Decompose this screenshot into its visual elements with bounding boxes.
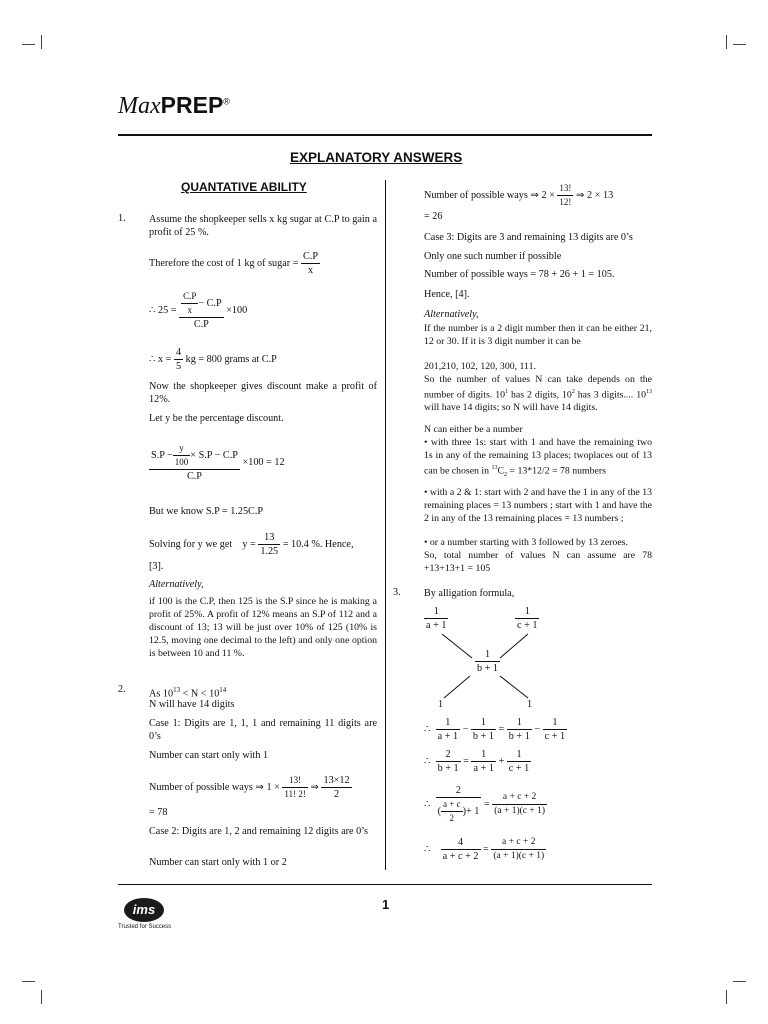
q2-case-1: Case 1: Digits are 1, 1, 1 and remaining 11 digits are 0’s — [149, 718, 377, 742]
q2-ways-1: Number of possible ways ⇒ 1 × $\frac{13!}{11! 2!}$ ⇒ $\frac{13\times 12}{2}$ — [149, 775, 350, 800]
alligation-line — [442, 634, 472, 658]
q2-total-2: So, total number of values N can assume are 78 +13+13+1 = 105 — [424, 550, 652, 574]
q2-alt-digits: So the number of values N can take depends on the number of digits. $10^1$ has 2 digits, $10^2$ has 3 digits.... $10^{13}$ will have 14 digits; so N will have 14 digits. — [424, 374, 652, 414]
q1-alternatively: Alternatively, — [149, 579, 204, 590]
ims-logo — [118, 898, 178, 930]
header-rule — [118, 134, 652, 136]
q3-bottom-right: 1 — [527, 699, 533, 710]
q3-center-fraction: $\frac{1}{b + 1}$ — [477, 649, 499, 674]
q2-ways-2-result: = 26 — [424, 211, 443, 222]
q3-top-left-fraction: $\frac{1}{a + 1}$ — [426, 606, 447, 631]
crop-mark — [726, 35, 727, 49]
q2-either: N can either be a number — [424, 424, 523, 435]
q2-bullet-1: • with three 1s: start with 1 and have the remaining two 1s in any of the remaining 13 places; twoplaces out of 13 can be chosen in $^{13}C_2 = 13*12/2 = 78$ numbers — [424, 437, 652, 479]
question-number: 1. — [118, 213, 126, 224]
q3-equation-2: ∴ $\frac{2}{b + 1}$ = $\frac{1}{a + 1}$ + $\frac{1}{c + 1}$ — [424, 749, 530, 774]
q2-start-2: Number can start only with 1 or 2 — [149, 857, 287, 868]
q2-ways-2: Number of possible ways ⇒ 2 × $\frac{13!}{12!}$ ⇒ 2 × 13 — [424, 183, 614, 207]
q3-bottom-left: 1 — [438, 699, 444, 710]
ims-tagline: Trusted for Success — [118, 924, 172, 930]
q3-intro: By alligation formula, — [424, 588, 515, 599]
q3-equation-3: ∴ 2 ( $\frac{a + c}{2}$ )+ 1 = $\frac{a + c + 2}{(a + 1)(c + 1)}$ — [424, 785, 546, 823]
q1-let-text: Let y be the percentage discount. — [149, 413, 284, 424]
q1-sp-text: But we know S.P = 1.25C.P — [149, 506, 264, 517]
q2-bullet-3: • or a number starting with 3 followed by 13 zeroes. — [424, 537, 628, 548]
question-number: 3. — [393, 587, 401, 598]
section-heading: QUANTATIVE ABILITY — [181, 180, 307, 194]
q2-range: As $10^{13} < N < 10^{14}$ — [149, 686, 227, 700]
q2-case-2: Case 2: Digits are 1, 2 and remaining 12 digits are 0’s — [149, 826, 368, 837]
q2-total: Number of possible ways = 78 + 26 + 1 = 105. — [424, 269, 615, 280]
maxprep-logo: MaxPREP® — [118, 92, 230, 119]
q2-start-1: Number can start only with 1 — [149, 750, 269, 761]
q3-equation-1: ∴ $\frac{1}{a + 1}$ − $\frac{1}{b + 1}$ = $\frac{1}{b + 1}$ − $\frac{1}{c + 1}$ — [424, 717, 566, 742]
question-number: 2. — [118, 684, 126, 695]
crop-mark — [733, 44, 746, 45]
crop-mark — [41, 35, 42, 49]
q1-answer: [3]. — [149, 561, 164, 572]
q2-alt-text: If the number is a 2 digit number then it can be either 21, 12 or 30. If it is 3 digit number it can be — [424, 323, 652, 347]
page-number: 1 — [382, 897, 390, 912]
q1-equation-3: S.P − $\frac{y}{100}$ × S.P − C.P C.P ×100 = 12 — [151, 443, 285, 482]
alligation-line — [444, 676, 470, 698]
q1-equation-2: ∴ x = $\frac{4}{5}$ kg = 800 grams at C.P — [149, 347, 277, 372]
q2-digits: N will have 14 digits — [149, 699, 235, 710]
q1-solve-line: Solving for y we get y = $\frac{13}{1.25}$ = 10.4 %. Hence, — [149, 532, 354, 557]
crop-mark — [22, 981, 35, 982]
q2-alt-list: 201,210, 102, 120, 300, 111. — [424, 361, 536, 372]
page-title: EXPLANATORY ANSWERS — [290, 150, 463, 165]
crop-mark — [41, 990, 42, 1004]
alligation-line — [500, 634, 528, 658]
q1-text: Assume the shopkeeper sells x kg sugar at C.P to gain a profit of 25 %. — [149, 214, 377, 238]
q2-ways-1-result: = 78 — [149, 807, 168, 818]
q2-alternatively: Alternatively, — [424, 309, 479, 320]
q2-bullet-2: • with a 2 & 1: start with 2 and have the 1 in any of the 13 remaining places = 13 numbers ; start with 1 and have the 2 in any of the 13 remaining places = 13 numbers ; — [424, 487, 652, 524]
q1-alt-text: if 100 is the C.P, then 125 is the S.P since he is making a profit of 25%. A profit of 12% means an S.P of 112 and a discount of 13; 13 will be just over 10% of 125 (10% is 12.5, moving one decimal to the left) and only one option is between 10 and 11 %. — [149, 596, 377, 659]
q1-equation-1: ∴ 25 = $\frac{C.P}{x}$ − C.P C.P ×100 — [149, 291, 248, 330]
q2-only-one: Only one such number if possible — [424, 251, 562, 262]
crop-mark — [726, 990, 727, 1004]
q1-discount-text: Now the shopkeeper gives discount make a profit of 12%. — [149, 381, 377, 405]
q1-cost-line: Therefore the cost of 1 kg of sugar = $\frac{C.P}{x}$ — [149, 251, 319, 276]
q3-equation-4: ∴ $\frac{4}{a + c + 2}$ = $\frac{a + c + 2}{(a + 1)(c + 1)}$ — [424, 837, 545, 862]
crop-mark — [733, 981, 746, 982]
q2-case-3: Case 3: Digits are 3 and remaining 13 digits are 0’s — [424, 232, 633, 243]
q3-top-right-fraction: $\frac{1}{c + 1}$ — [517, 606, 538, 631]
ims-badge: ims — [124, 898, 164, 922]
q2-hence: Hence, [4]. — [424, 289, 470, 300]
footer-rule — [118, 884, 652, 885]
column-divider — [385, 180, 386, 870]
crop-mark — [22, 44, 35, 45]
alligation-line — [500, 676, 528, 698]
